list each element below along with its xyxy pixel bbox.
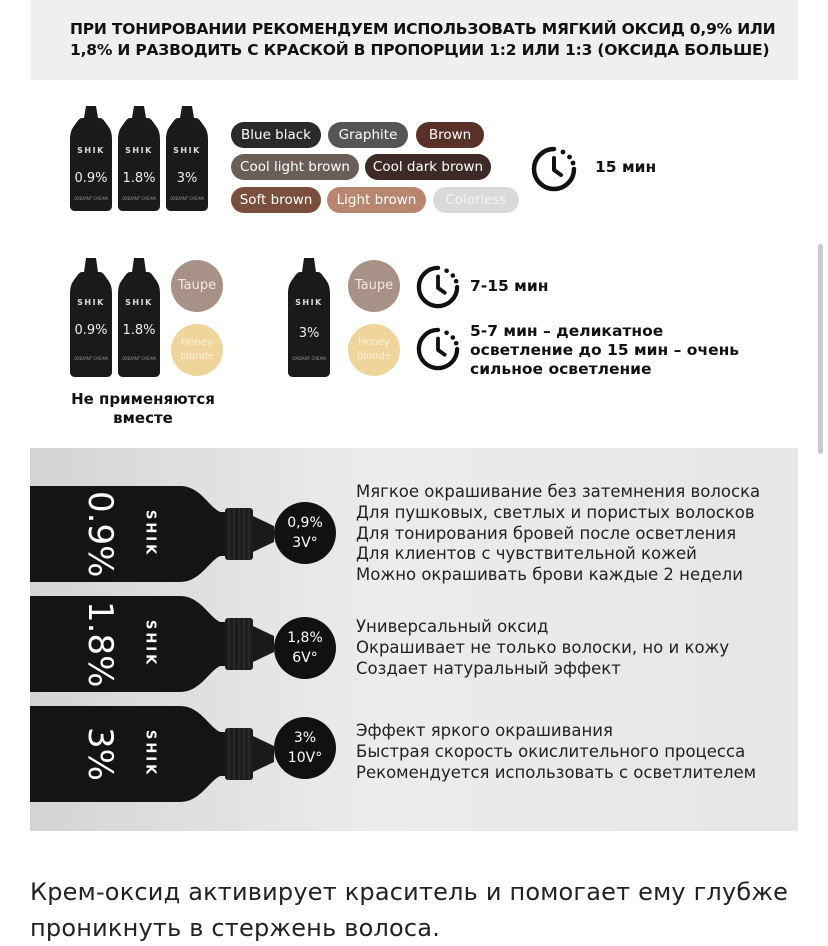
description-line: Для тонирования бровей после осветления xyxy=(356,523,737,543)
oxide-bottle-18 xyxy=(30,596,292,692)
oxide-description-3 xyxy=(356,721,756,783)
description-paragraph: Крем-оксид активирует краситель и помогает ему глубже проникнуть в стержень волоса. xyxy=(30,878,789,942)
oxide-percent: 0.9% xyxy=(80,490,120,578)
timer-icon xyxy=(416,327,460,375)
shade-graphite: Graphite xyxy=(328,122,408,148)
description-line: Для клиентов с чувствительной кожей xyxy=(356,544,697,564)
oxide-bottle-3 xyxy=(30,706,292,802)
oxide-badge-09 xyxy=(274,502,336,564)
bottle-18 xyxy=(118,104,160,212)
shade-taupe-2: Taupe xyxy=(348,260,400,312)
oxide-percent: 1.8% xyxy=(80,600,120,688)
bottle-percent: 0.9% xyxy=(74,171,108,186)
oxide-panel xyxy=(30,448,798,831)
bottle-percent: 3% xyxy=(176,171,198,186)
shade-light-brown: Light brown xyxy=(327,187,426,213)
oxide-badge-percent: 1,8% xyxy=(287,630,323,646)
shade-colorless: Colorless xyxy=(433,187,519,213)
shade-blue-black: Blue black xyxy=(231,122,321,148)
banner-text: ПРИ ТОНИРОВАНИИ РЕКОМЕНДУЕМ ИСПОЛЬЗОВАТЬ МЯГКИЙ ОКСИД 0,9% ИЛИ 1,8% И РАЗВОДИТЬ С КРАСКОЙ В ПРОПОРЦИИ 1:2 ИЛИ 1:3 (ОКСИДА БОЛЬШЕ) xyxy=(70,20,776,59)
scrollbar[interactable] xyxy=(818,244,823,454)
oxide-description-09 xyxy=(356,482,760,586)
oxide-bottle-09 xyxy=(30,486,292,582)
bottle-09 xyxy=(70,104,112,212)
oxide-brand: SHIK xyxy=(142,620,158,668)
time-7-15-min: 7-15 мин xyxy=(470,277,549,295)
oxide-badge-volume: 10V° xyxy=(287,750,323,766)
bottle-label-small: OXIDANT CREAM xyxy=(292,356,326,361)
bottle-label-small: OXIDANT CREAM xyxy=(74,356,108,361)
oxide-badge-3 xyxy=(274,717,336,779)
oxide-badge-percent: 3% xyxy=(293,730,317,746)
header-banner xyxy=(30,0,798,80)
oxide-badge-18 xyxy=(274,617,336,679)
timer-icon xyxy=(531,146,577,196)
shade-cool-light-brown: Cool light brown xyxy=(231,154,359,180)
time-lightening: 5-7 мин – деликатное осветление до 15 мин – очень сильное осветление xyxy=(470,322,740,378)
oxide-badge-percent: 0,9% xyxy=(287,515,323,531)
oxide-brand: SHIK xyxy=(142,730,158,778)
description-line: Эффект яркого окрашивания xyxy=(356,721,613,740)
bottle-09-small xyxy=(70,256,112,378)
shade-taupe: Taupe xyxy=(171,260,223,312)
bottle-18-small xyxy=(118,256,160,378)
description-line: Окрашивает не только волоски, но и кожу xyxy=(356,637,730,657)
description-line: Можно окрашивать брови каждые 2 недели xyxy=(356,565,743,585)
oxide-badge-volume: 6V° xyxy=(292,650,318,666)
shade-brown: Brown xyxy=(416,122,484,148)
shade-honey-blonde-2: Honey blonde xyxy=(348,324,400,376)
bottle-percent: 1.8% xyxy=(122,171,156,186)
shade-honey-blonde: Honey blonde xyxy=(171,324,223,376)
bottle-brand: SHIK xyxy=(173,146,201,155)
bottle-3 xyxy=(166,104,208,212)
bottle-percent: 3% xyxy=(298,326,320,341)
description-line: Универсальный оксид xyxy=(356,617,549,636)
shade-soft-brown: Soft brown xyxy=(231,187,321,213)
time-15-min: 15 мин xyxy=(595,158,657,176)
bottle-label-small: OXIDANT CREAM xyxy=(122,356,156,361)
bottle-percent: 1.8% xyxy=(122,323,156,338)
bottle-brand: SHIK xyxy=(77,146,105,155)
oxide-badge-volume: 3V° xyxy=(292,535,318,551)
description-line: Создает натуральный эффект xyxy=(356,658,621,678)
bottle-brand: SHIK xyxy=(295,298,323,307)
description-line: Рекомендуется использовать с осветлителем xyxy=(356,762,757,782)
oxide-percent: 3% xyxy=(80,727,120,781)
bottle-label-small: OXIDANT CREAM xyxy=(122,196,156,201)
bottle-percent: 0.9% xyxy=(74,323,108,338)
shade-cool-dark-brown: Cool dark brown xyxy=(365,154,491,180)
bottle-label-small: OXIDANT CREAM xyxy=(74,196,108,201)
bottle-brand: SHIK xyxy=(77,298,105,307)
timer-icon xyxy=(416,265,460,313)
oxide-brand: SHIK xyxy=(142,510,158,558)
oxide-description-18 xyxy=(356,617,729,679)
description-line: Мягкое окрашивание без затемнения волоска xyxy=(356,482,761,501)
bottle-label-small: OXIDANT CREAM xyxy=(170,196,204,201)
description-line: Быстрая скорость окислительного процесса xyxy=(356,741,746,761)
description-line: Для пушковых, светлых и пористых волосков xyxy=(356,502,755,522)
bottle-brand: SHIK xyxy=(125,298,153,307)
not-used-together-note: Не применяются вместе xyxy=(71,390,215,427)
bottle-3-small xyxy=(288,256,330,378)
bottle-brand: SHIK xyxy=(125,146,153,155)
